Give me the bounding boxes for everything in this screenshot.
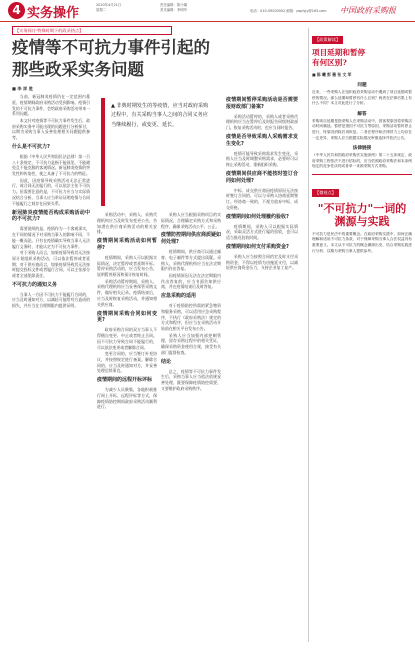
article-byline: ■ 李 祥 胜 bbox=[12, 86, 33, 91]
article-paragraph: 根据《中华人民共和国民法总则》第一百八十条规定，不可抗力是指不能预见、不能避免且不能克服的客观情况。新冠肺炎疫情的突发性和传染性，使之具备了不可抗力的特征。 bbox=[12, 153, 90, 177]
article-paragraph: 采购活动暂停的，采购人或者采购代理机构应当在暂停后及时报告同级财政部门。恢复采购活动时，也应当同时报告。 bbox=[226, 113, 298, 131]
editor-info bbox=[160, 3, 220, 12]
article-paragraph: 因此，因疫情导致采购活动无法正常进行，或合同无法履行的，可以依法主张不可抗力。但需要注意的是，不可抗力应当与实际情况结合分析，当事人应当举证证明疫情与合同不能履行之间存在因果关系。 bbox=[12, 177, 90, 206]
viewpoint-headline bbox=[312, 202, 412, 228]
viewpoint-headline-line-1: "不可抗力"一词的 bbox=[317, 201, 407, 215]
article-paragraph: 对于疫情防控所需的紧急物资和服务采购，可以适用应急采购程序，不执行《政府采购法》规定的方式和程序，但应当在采购活动开始前在相关平台发布公告。 bbox=[161, 302, 221, 332]
pull-quote bbox=[101, 98, 217, 206]
text-column-1 bbox=[12, 94, 90, 642]
policy-tag: 【政策解读】 bbox=[312, 36, 343, 44]
article-paragraph: 疫情期间，供应商可以通过邮寄、电子邮件等方式提出质疑。采购人、采购代理机构应当在法定期限内作出答复。 bbox=[161, 248, 221, 272]
right-column bbox=[312, 26, 412, 642]
article-subhead: 疫情期间暂停采购活动是否需要报财政部门备案? bbox=[226, 97, 298, 110]
article-subhead: 疫情防控期间供应商质疑如何处理? bbox=[161, 232, 221, 246]
article-subhead: 疫情期间如何处理履约验收? bbox=[226, 213, 289, 220]
article-paragraph: 采购活动中，采购人、采购代理机构应当及时发布变更公告，告知潜在供应商采购活动的相关安排。 bbox=[97, 212, 157, 235]
article-subhead: 疫情期间供应商不能按时签订合同如何处理? bbox=[226, 170, 298, 184]
article-subhead: 疫情期间如何支付采购资金? bbox=[226, 243, 289, 250]
article-paragraph: 因疫情原因无法在法定期限内作出答复的，应当书面告知供应商，并在疫情结束后及时答复。 bbox=[161, 272, 221, 290]
designer-name: 美术编辑：李明华 bbox=[160, 7, 188, 12]
viewpoint-headline-line-2: 渊源与实践 bbox=[334, 214, 390, 228]
masthead bbox=[0, 0, 415, 22]
article-paragraph: 本文针对疫情等不可抗力事件发生后，政府采购实务中可能出现的问题进行分析探讨，以期为采购当事人妥善处理相关问题提供参考。 bbox=[12, 117, 90, 141]
viewpoint-tag: 【微观点】 bbox=[312, 189, 339, 197]
paper-logo: 中国政府采购报 bbox=[340, 6, 396, 15]
headline-line-1: 疫情等不可抗力事件引起的 bbox=[12, 38, 210, 57]
issue-info bbox=[96, 3, 166, 12]
issue-date: 2020年4月21日 bbox=[96, 3, 122, 7]
text-column-4 bbox=[226, 94, 298, 642]
text-column-3 bbox=[161, 212, 221, 642]
headline-line-2: 那些政采实务问题 bbox=[12, 60, 144, 79]
sidebar-answer-text: 采购项目延期是指采购人在采购活动中，因客观原因将采购活动时间顺延。暂停是指因不可抗力等原因，采购活动暂时停止进行，待原因消除后再恢复。二者在程序和法律效力上均存在一定差异，采购人应当根据实际情况审慎选择并依法公告。 bbox=[312, 118, 412, 140]
article-subhead: 结论 bbox=[161, 358, 172, 365]
pull-quote-text: ▲ 非典时期发生的等疫情，应当对政府采购过程中，有关采购当事人之间的合同义务应当继续履行，或变更、延长。 bbox=[111, 103, 209, 128]
sidebar-subhead-law: 法律链接 bbox=[352, 146, 372, 152]
article-paragraph: 当事人一方因不可抗力不能履行合同的，应当及时通知对方，以减轻可能给对方造成的损失，并应当在合理期限内提供证明。 bbox=[12, 291, 90, 309]
column-divider bbox=[308, 28, 309, 642]
contact-info: 电话：010-59200002 邮箱：psplyjy@163.com bbox=[250, 9, 327, 13]
sidebar-subhead-answer: 解答 bbox=[357, 111, 367, 117]
article-subhead: 不可抗力的通知义务 bbox=[12, 281, 58, 288]
article-paragraph: 为减少人员聚集，各地积极推行网上开标、远程评标等方式，保障疫情防控期间政府采购活动顺利进行。 bbox=[97, 386, 157, 410]
article-subhead: 什么是不可抗力? bbox=[12, 143, 50, 150]
article-subhead: 疫情期间采购活动如何暂停? bbox=[97, 238, 157, 251]
page-number-badge: 4 bbox=[8, 2, 25, 19]
sidebar-law-text: 《中华人民共和国政府采购法实施条例》第二十五条规定，政府采购工程依法不进行招标的，应当依照政府采购法和本条例规定的竞争性谈判或者单一来源采购方式采购。 bbox=[312, 153, 412, 169]
article-paragraph: 政府采购合同的双方当事人不得擅自变更、中止或者终止合同。因不可抗力导致合同不能履行的，可以依法变更或者解除合同。 bbox=[97, 327, 157, 350]
article-paragraph: 采购活动暂停期间，采购人、采购代理机构应当妥善保管采购文件，做好相关记录。疫情结束后，应当及时恢复采购活动，并通知相关供应商。 bbox=[97, 278, 157, 307]
article-subhead: 疫情期间采购合同如何变更? bbox=[97, 310, 157, 324]
issue-weekday: 星期二 bbox=[96, 7, 107, 12]
viewpoint-text: 不可抗力是民法中的重要概念。在政府采购实践中，如何正确理解和适用不可抗力条款，对于保障采购当事人合法权益具有重要意义。本文从不可抗力的概念渊源出发，结合采购实践进行分析，以期为采购当事人提供参考。 bbox=[312, 231, 412, 253]
article-kicker: 【实务探讨·特殊时期下的政采热点】 bbox=[12, 26, 172, 35]
article-subhead: 新冠肺炎疫情能否构成采购活动中的不可抗力? bbox=[12, 209, 90, 223]
sidebar-byline: ■ 陈 曦 彭 薇 张 文 军 bbox=[312, 72, 352, 77]
sidebar-question-text: 近来，一些采购人在组织政府采购活动中遇到了项目延期或暂停的情况。那么延期和暂停有什么区别？两者在法律后果上有什么不同？本文对此进行了分析。 bbox=[312, 90, 412, 106]
article-paragraph: 变更合同的，应当签订补充协议，并按照规定进行备案。解除合同的，应当及时通知对方，并妥善处理后续事宜。 bbox=[97, 350, 157, 374]
sidebar-headline-line-2: 有何区别? bbox=[312, 58, 347, 67]
sidebar-subhead-question: 问题 bbox=[357, 83, 367, 88]
article-paragraph: 疫情期间，采购人可以根据实际情况，决定暂停或者延期开标。暂停采购活动的，应当发布公告，说明暂停原因和预计恢复时间。 bbox=[97, 254, 157, 278]
sidebar-headline-line-1: 项目延期和暂停 bbox=[312, 48, 366, 57]
sidebar-divider bbox=[312, 174, 412, 175]
main-article bbox=[6, 26, 304, 642]
article-paragraph: 采购人应当根据采购项目的实际情况，合理确定采购方式和采购程序，确保采购活动公平、公正。 bbox=[161, 212, 221, 229]
article-paragraph: 采购人应当加强内部控制管理，留存采购过程中的相关凭证，确保采购资金使用合规，接受有关部门监督检查。 bbox=[161, 332, 221, 355]
section-title: 实务操作 bbox=[27, 6, 80, 21]
article-paragraph: 采购人应当按照合同约定及时支付采购资金，不得以疫情为由拖延支付，以减轻供应商资金压力，支持企业复工复产。 bbox=[226, 253, 298, 271]
text-column-2 bbox=[97, 212, 157, 642]
editor-name: 责任编辑：陈小娜 bbox=[160, 3, 188, 7]
article-paragraph: 疫情期间，采购人可以根据实际情况，采取灵活方式进行履约验收，也可以适当推迟验收时间。 bbox=[226, 223, 298, 241]
article-paragraph: 需要说明的是，疫情作为一个客观事实，在不同的情况下对采购当事人的影响不同，不能一概而论。只有在疫情确实导致当事人无法履行义务时，才能认定为不可抗力事件。 bbox=[12, 226, 90, 249]
article-paragraph: 疫情可能导致采购需求发生变化，采购人应当及时调整采购需求，必要时可以终止采购活动，重新组织采购。 bbox=[226, 150, 298, 168]
article-subhead: 应急采购的适用 bbox=[161, 293, 197, 300]
sidebar-headline bbox=[312, 48, 412, 68]
article-headline bbox=[12, 37, 302, 81]
article-subhead: 疫情是否导致采购人采购需求发生变化? bbox=[226, 133, 298, 147]
article-paragraph: 当前，新冠肺炎疫情仍在一定范围内蔓延，疫情期间政府采购活动受到影响。疫情引发的不可抗力事件，会给政府采购活动带来一系列问题。 bbox=[12, 94, 90, 117]
article-paragraph: 对于采购人而言，如果疫情导致其无法按原计划组织采购活动，可以依法暂停或者延期；对于供应商而言，如果疫情导致其无法按时提交投标文件或者履行合同，可以主张部分或者全部免除责任。 bbox=[12, 249, 90, 279]
article-paragraph: 中标、成交供应商因疫情原因无法按时签订合同的，可以与采购人协商延期签订。经协商一致的，不视为放弃中标、成交资格。 bbox=[226, 187, 298, 210]
article-paragraph: 总之，疫情等不可抗力事件发生后，采购当事人应当依法依规妥善处理，既要保障疫情防控需要，又要维护政府采购秩序。 bbox=[161, 368, 221, 391]
article-subhead: 疫情期间的远程开标评标 bbox=[97, 377, 153, 384]
